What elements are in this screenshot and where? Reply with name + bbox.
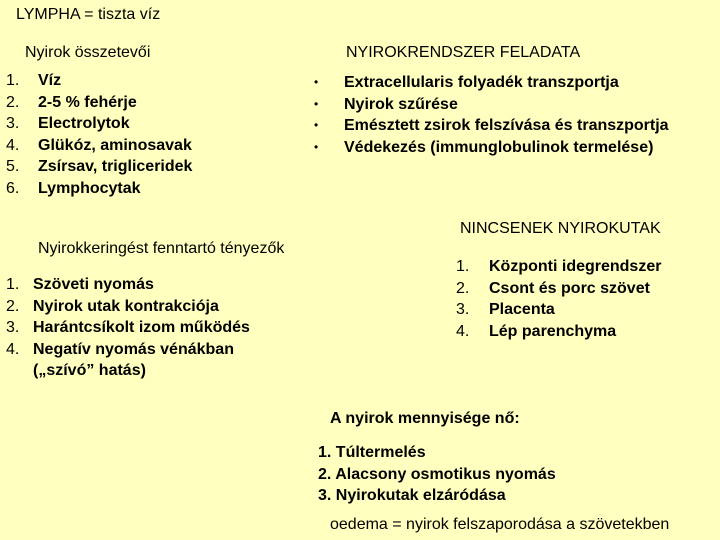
list-item (6, 135, 192, 157)
list-item (6, 70, 192, 92)
item-number: 3. (6, 319, 20, 336)
bullet-icon: • (314, 139, 319, 154)
item-number: 2. (456, 279, 470, 297)
item-text: Víz (38, 72, 62, 89)
list-item (456, 256, 661, 278)
bullet-icon: • (314, 118, 319, 132)
item-text: Extracellularis folyadék transzportja (344, 74, 619, 91)
page-title: LYMPHA = tiszta víz (16, 6, 161, 23)
item-text: Lép parenchyma (489, 322, 617, 340)
bullet-icon: • (314, 96, 319, 111)
functions-list (314, 72, 669, 158)
functions-heading: NYIROKRENDSZER FELADATA (346, 44, 581, 61)
item-text: Védekezés (immunglobulinok termelése) (344, 138, 654, 156)
list-item (456, 321, 661, 343)
list-item (6, 317, 250, 339)
list-item (6, 339, 250, 361)
item-text: Glükóz, aminosavak (38, 136, 192, 154)
circulation-heading: Nyirokkeringést fenntartó tényezők (38, 240, 285, 257)
item-text: Harántcsíkolt izom működés (33, 319, 250, 336)
list-item (314, 115, 669, 137)
list-item-continuation (6, 360, 250, 382)
list-item (456, 278, 661, 300)
item-text: Központi idegrendszer (489, 258, 662, 275)
list-item (314, 94, 669, 116)
item-number: 6. (6, 179, 20, 197)
item-text: 2-5 % fehérje (38, 93, 137, 111)
no-lymph-heading: NINCSENEK NYIROKUTAK (460, 220, 661, 237)
item-text: Zsírsav, trigliceridek (38, 158, 193, 175)
list-item (6, 156, 192, 178)
item-number: 3. (456, 301, 470, 318)
item-text: Nyirok utak kontrakciója (33, 297, 219, 315)
list-item (6, 296, 250, 318)
list-item: 1. Túltermelés (318, 444, 426, 461)
item-text: Szöveti nyomás (33, 276, 154, 293)
item-text: Emésztett zsirok felszívása és transzportja (344, 117, 669, 134)
list-item (6, 274, 250, 296)
bullet-icon: • (314, 75, 319, 89)
item-text: („szívó” hatás) (33, 362, 146, 379)
list-item (314, 137, 669, 159)
footer-note: oedema = nyirok felszaporodása a szövetekben (330, 516, 670, 533)
list-item (314, 72, 669, 94)
item-number: 2. (6, 93, 20, 111)
item-number: 4. (6, 340, 20, 358)
list-item (456, 299, 661, 321)
no-lymph-list (456, 256, 661, 342)
item-number: 1. (6, 276, 20, 293)
item-number: 4. (456, 322, 470, 340)
list-item: 2. Alacsony osmotikus nyomás (318, 465, 556, 483)
list-item: 3. Nyirokutak elzáródása (318, 487, 506, 504)
item-text: Nyirok szűrése (344, 95, 458, 113)
item-number: 1. (6, 72, 20, 89)
increase-heading: A nyirok mennyisége nő: (330, 410, 520, 427)
increase-list (318, 442, 556, 507)
item-text: Csont és porc szövet (489, 279, 650, 297)
item-text: Electrolytok (38, 115, 130, 132)
item-text: Lymphocytak (38, 179, 141, 197)
item-text: Placenta (489, 301, 555, 318)
item-number: 5. (6, 158, 20, 175)
item-number: 2. (6, 297, 20, 315)
item-number: 1. (456, 258, 470, 275)
item-number: 4. (6, 136, 20, 154)
list-item (6, 113, 192, 135)
item-text: Negatív nyomás vénákban (33, 340, 234, 358)
circulation-list (6, 274, 250, 382)
components-heading: Nyirok összetevői (25, 44, 151, 61)
item-number: 3. (6, 115, 20, 132)
list-item (6, 178, 192, 200)
components-list (6, 70, 192, 199)
list-item (6, 92, 192, 114)
